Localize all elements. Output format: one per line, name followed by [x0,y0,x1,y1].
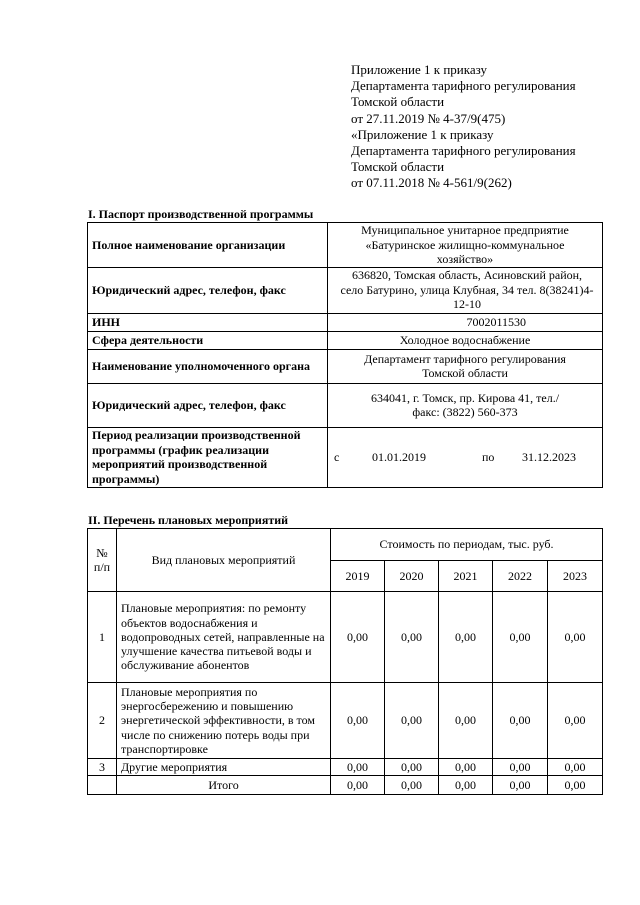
row-value: 0,00 [548,592,603,683]
table-row [88,383,603,427]
col-num-header: № п/п [88,529,117,592]
period-from: 01.01.2019 [372,449,426,464]
table-row [88,759,603,776]
year-header: 2021 [439,561,493,592]
header-line: Приложение 1 к приказу [351,62,488,77]
passport-table [87,222,603,488]
col-name-header: Вид плановых мероприятий [117,529,331,592]
row-label: Сфера деятельности [88,331,328,349]
table-total-row [88,776,603,795]
row-name: Другие мероприятия [117,759,331,776]
header-line: Департамента тарифного регулирования [351,143,576,159]
row-value: 0,00 [439,683,493,759]
row-value: 0,00 [493,683,548,759]
row-label: Полное наименование организации [88,223,328,268]
row-value: 0,00 [331,592,385,683]
period-cell [328,427,603,487]
period-to-label: по [482,449,495,464]
section2-title: II. Перечень плановых мероприятий [88,513,289,527]
row-value: Муниципальное унитарное предприятие «Батуринское жилищно-коммунальное хозяйство» [328,223,603,268]
plan-table [87,528,603,795]
row-label: Период реализации производственной программы (график реализации мероприятий производственной программы) [88,427,328,487]
row-value: 634041, г. Томск, пр. Кирова 41, тел./факс: (3822) 560-373 [328,383,603,427]
table-row [88,267,603,313]
col-cost-header: Стоимость по периодам, тыс. руб. [331,529,603,561]
header-line: Департамента тарифного регулирования [351,78,576,94]
row-name: Плановые мероприятия по энергосбережению и повышению энергетической эффективности, в том числе по снижению потерь воды при транспортировке [117,683,331,759]
period-from-label: с [334,449,340,464]
header-line: Томской области [351,94,445,110]
row-num: 1 [88,592,117,683]
table-row [88,313,603,331]
total-value: 0,00 [385,776,439,795]
total-value: 0,00 [439,776,493,795]
row-value: 0,00 [493,592,548,683]
row-value: 0,00 [439,759,493,776]
row-value: 0,00 [331,683,385,759]
row-label: Юридический адрес, телефон, факс [88,267,328,313]
period-to: 31.12.2023 [522,449,576,464]
year-header: 2020 [385,561,439,592]
row-num: 3 [88,759,117,776]
table-row [88,427,603,487]
header-line: от 07.11.2018 № 4-561/9(262) [351,175,512,191]
header-line: «Приложение 1 к приказу [351,126,494,142]
row-value: Департамент тарифного регулирования Томской области [328,349,603,383]
row-value: 0,00 [439,592,493,683]
row-name: Плановые мероприятия: по ремонту объектов водоснабжения и водопроводных сетей, направленные на улучшение качества питьевой воды и обслуживание абонентов [117,592,331,683]
year-header: 2023 [548,561,603,592]
year-header: 2022 [493,561,548,592]
row-value: 0,00 [548,683,603,759]
header-line: Томской области [351,159,445,175]
total-label: Итого [117,776,331,795]
total-value: 0,00 [493,776,548,795]
row-value: 0,00 [493,759,548,776]
row-label: Юридический адрес, телефон, факс [88,383,328,427]
section1-title: I. Паспорт производственной программы [88,207,314,221]
table-row [88,331,603,349]
row-value: 0,00 [548,759,603,776]
row-value: 7002011530 [328,313,603,331]
row-value: 0,00 [331,759,385,776]
row-value: Холодное водоснабжение [328,331,603,349]
appendix-header [351,62,621,192]
year-header: 2019 [331,561,385,592]
header-line: от 27.11.2019 № 4-37/9(475) [351,110,506,126]
total-value: 0,00 [331,776,385,795]
table-row [88,349,603,383]
total-num [88,776,117,795]
row-value: 0,00 [385,592,439,683]
row-value: 636820, Томская область, Асиновский район, село Батурино, улица Клубная, 34 тел. 8(38241)4-12-10 [328,267,603,313]
table-row [88,683,603,759]
row-num: 2 [88,683,117,759]
row-label: Наименование уполномоченного органа [88,349,328,383]
row-value: 0,00 [385,759,439,776]
total-value: 0,00 [548,776,603,795]
table-header-row [88,529,603,561]
row-label: ИНН [88,313,328,331]
table-row [88,223,603,268]
row-value: 0,00 [385,683,439,759]
table-row [88,592,603,683]
